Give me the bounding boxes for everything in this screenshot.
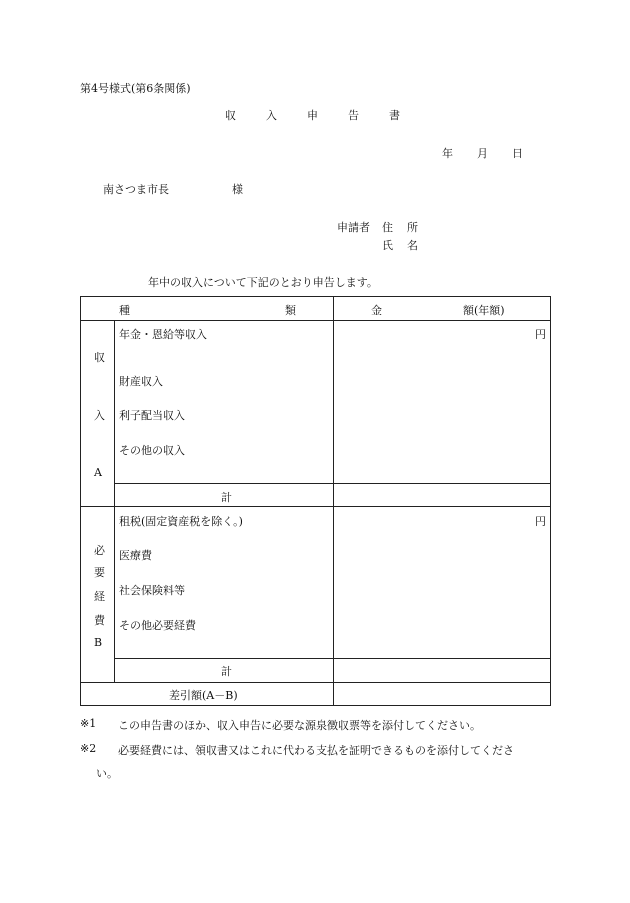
expense-item: 医療費 <box>119 549 152 562</box>
income-label-char: 入 <box>94 409 105 422</box>
income-item: 財産収入 <box>119 375 163 388</box>
income-item: 利子配当収入 <box>119 409 185 422</box>
expenses-label-char: 必 <box>94 544 105 557</box>
table-rule <box>81 682 550 683</box>
note-2 <box>80 742 551 760</box>
table-rule <box>333 297 334 705</box>
expenses-label-char: 経 <box>94 590 105 603</box>
note-1 <box>80 717 551 735</box>
income-unit: 円 <box>535 328 546 341</box>
title-char: 申 <box>307 109 318 122</box>
table-rule <box>81 320 550 321</box>
form-number: 第4号様式(第6条関係) <box>80 82 191 95</box>
expenses-label-char: 要 <box>94 566 105 579</box>
title-char: 告 <box>348 109 359 122</box>
expenses-label-char: B <box>94 636 103 649</box>
note-text: この申告書のほか、収入申告に必要な源泉徴収票等を添付してください。 <box>118 719 481 732</box>
title-char: 入 <box>266 109 277 122</box>
expenses-total-label: 計 <box>221 665 232 678</box>
note-text: 必要経費には、領収書又はこれに代わる支払を証明できるものを添付してくださ <box>118 744 514 757</box>
expenses-label-char: 費 <box>94 614 105 627</box>
income-item: 年金・恩給等収入 <box>119 328 207 341</box>
header-amount-char: 金 <box>371 304 382 317</box>
applicant-label: 申請者 <box>337 221 370 234</box>
header-amount-label: 額(年額) <box>463 304 505 317</box>
header-type-char: 類 <box>285 304 296 317</box>
income-total-label: 計 <box>221 491 232 504</box>
table-rule <box>81 506 550 507</box>
note-2-continuation <box>80 765 551 783</box>
note-mark: ※2 <box>80 742 97 755</box>
expense-item: 社会保険料等 <box>119 584 185 597</box>
intro-sentence: 年中の収入について下記のとおり申告します。 <box>148 276 378 289</box>
expense-item: 租税(固定資産税を除く。) <box>119 515 243 528</box>
header-type-char: 種 <box>119 304 130 317</box>
addressee-suffix: 様 <box>232 183 243 196</box>
date-month: 月 <box>477 147 488 160</box>
date-day: 日 <box>512 147 523 160</box>
table-rule <box>114 483 550 484</box>
income-label-char: 収 <box>94 351 105 364</box>
note-mark: ※1 <box>80 717 97 730</box>
addressee: 南さつま市長 <box>103 183 169 196</box>
difference-label: 差引額(A－B) <box>169 689 238 702</box>
title-char: 収 <box>225 109 236 122</box>
income-declaration-table <box>80 296 551 706</box>
income-label-char: A <box>94 466 102 479</box>
table-rule <box>114 658 550 659</box>
date-year: 年 <box>442 147 453 160</box>
expenses-unit: 円 <box>535 515 546 528</box>
income-item: その他の収入 <box>119 444 185 457</box>
title-char: 書 <box>389 109 400 122</box>
expense-item: その他必要経費 <box>119 619 196 632</box>
note-text-continuation: い。 <box>96 767 118 780</box>
table-rule <box>114 320 115 682</box>
